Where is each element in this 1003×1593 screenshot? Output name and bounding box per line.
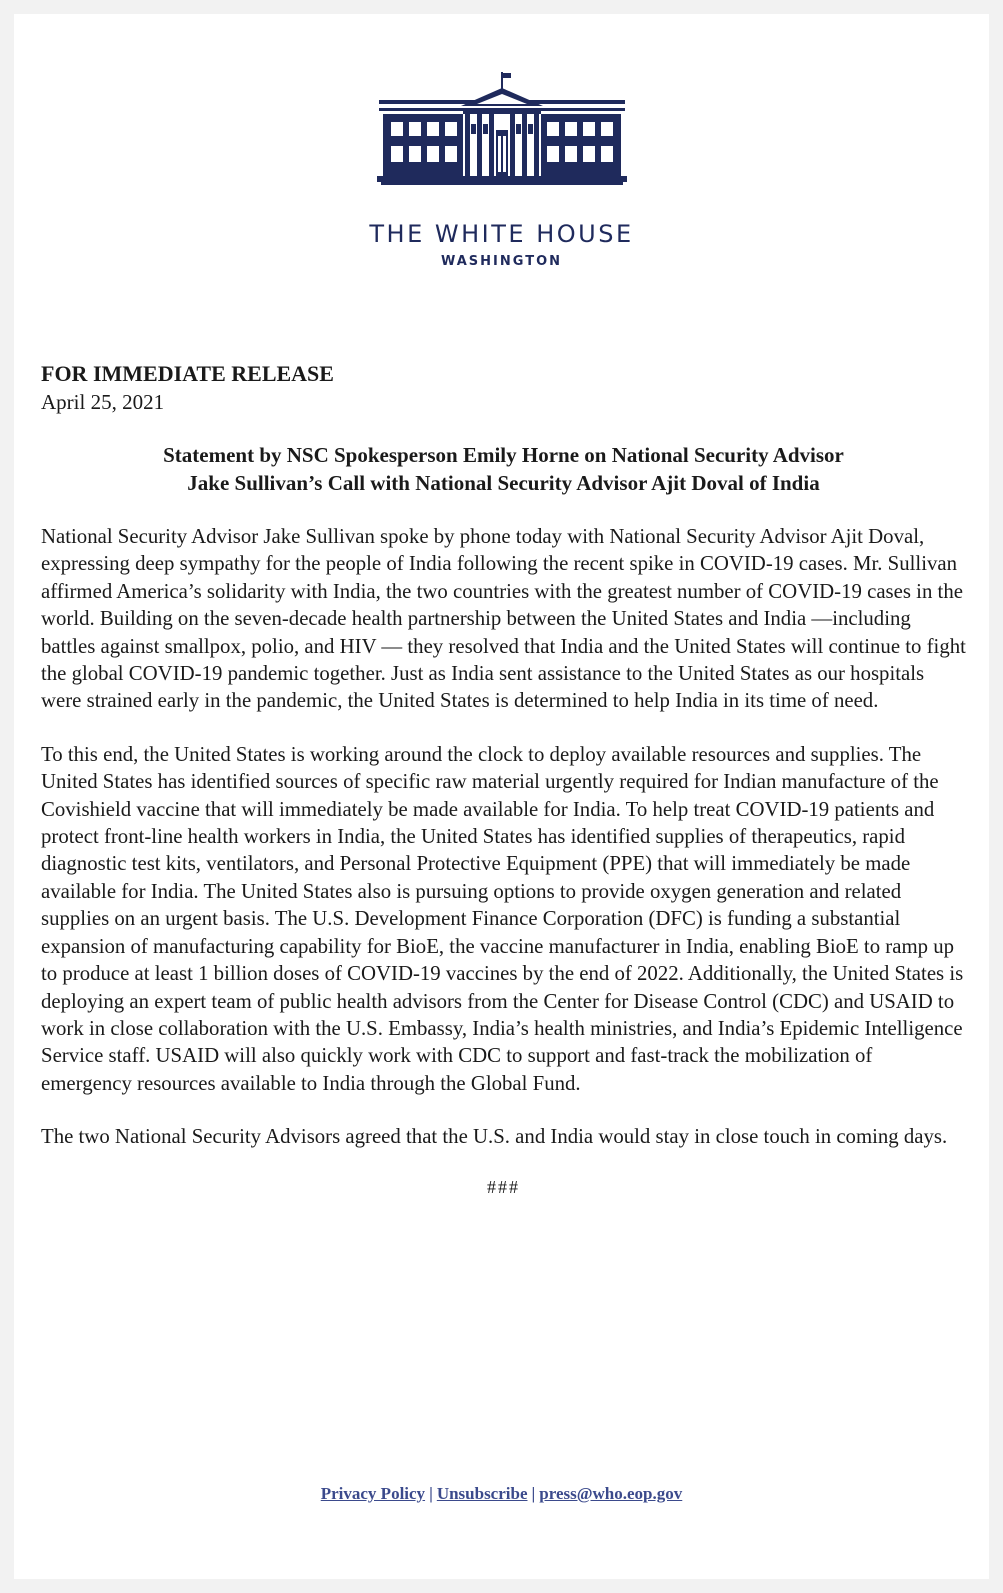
white-house-subtitle: WASHINGTON xyxy=(440,254,563,269)
white-house-logo xyxy=(14,70,989,190)
release-content xyxy=(41,360,966,1198)
privacy-policy-link[interactable]: Privacy Policy xyxy=(320,1484,426,1503)
footer-separator: | xyxy=(429,1484,433,1503)
press-email-link[interactable]: press@who.eop.gov xyxy=(539,1484,683,1503)
white-house-building-icon xyxy=(377,70,627,190)
release-date: April 25, 2021 xyxy=(41,390,165,414)
footer-separator: | xyxy=(531,1484,536,1503)
body-paragraph: To this end, the United States is working around the clock to deploy available resources and supplies. The United States has identified sources of specific raw material urgently required for Indian manufacture of the Covishield vaccine that will immediately be made available for India. To help treat COVID-19 patients and protect front-line health workers in India, the United States has identified supplies of therapeutics, rapid diagnostic test kits, ventilators, and Personal Protective Equipment (PPE) that will immediately be made available for India. The United States also is pursuing options to provide oxygen generation and related supplies on an urgent basis. The U.S. Development Finance Corporation (DFC) is funding a substantial expansion of manufacturing capability for BioE, the vaccine manufacturer in India, enabling BioE to ramp up to produce at least 1 billion doses of COVID-19 vaccines by the end of 2022. Additionally, the United States is deploying an expert team of public health advisors from the Center for Disease Control (CDC) and USAID to work in close collaboration with the U.S. Embassy, India’s health ministries, and India’s Epidemic Intelligence Service staff. USAID will also quickly work with CDC to support and fast-track the mobilization of emergency resources available to India through the Global Fund. xyxy=(41,742,964,1095)
body-paragraph: The two National Security Advisors agreed that the U.S. and India would stay in close touch in coming days. xyxy=(41,1125,948,1149)
body-paragraph: National Security Advisor Jake Sullivan spoke by phone today with National Security Advisor Ajit Doval, expressing deep sympathy for the people of India following the recent spike in COVID-19 cases. Mr. Sullivan affirmed America’s solidarity with India, the two countries with the greatest number of COVID-19 cases in the world. Building on the seven-decade health partnership between the United States and India —including battles against smallpox, polio, and HIV — they resolved that India and the United States will continue to fight the global COVID-19 pandemic together. Just as India sent assistance to the United States as our hospitals were strained early in the pandemic, the United States is determined to help India in its time of need. xyxy=(41,525,966,713)
end-marker: ### xyxy=(487,1176,520,1197)
headline-line-2: Jake Sullivan’s Call with National Security Advisor Ajit Doval of India xyxy=(187,471,820,495)
release-label: FOR IMMEDIATE RELEASE xyxy=(41,361,334,386)
white-house-title: THE WHITE HOUSE xyxy=(369,220,634,248)
unsubscribe-link[interactable]: Unsubscribe xyxy=(436,1484,528,1503)
headline-line-1: Statement by NSC Spokesperson Emily Horne on National Security Advisor xyxy=(163,443,844,467)
statement-headline xyxy=(41,441,966,497)
footer-links xyxy=(14,1484,989,1504)
press-release-page xyxy=(14,14,989,1579)
